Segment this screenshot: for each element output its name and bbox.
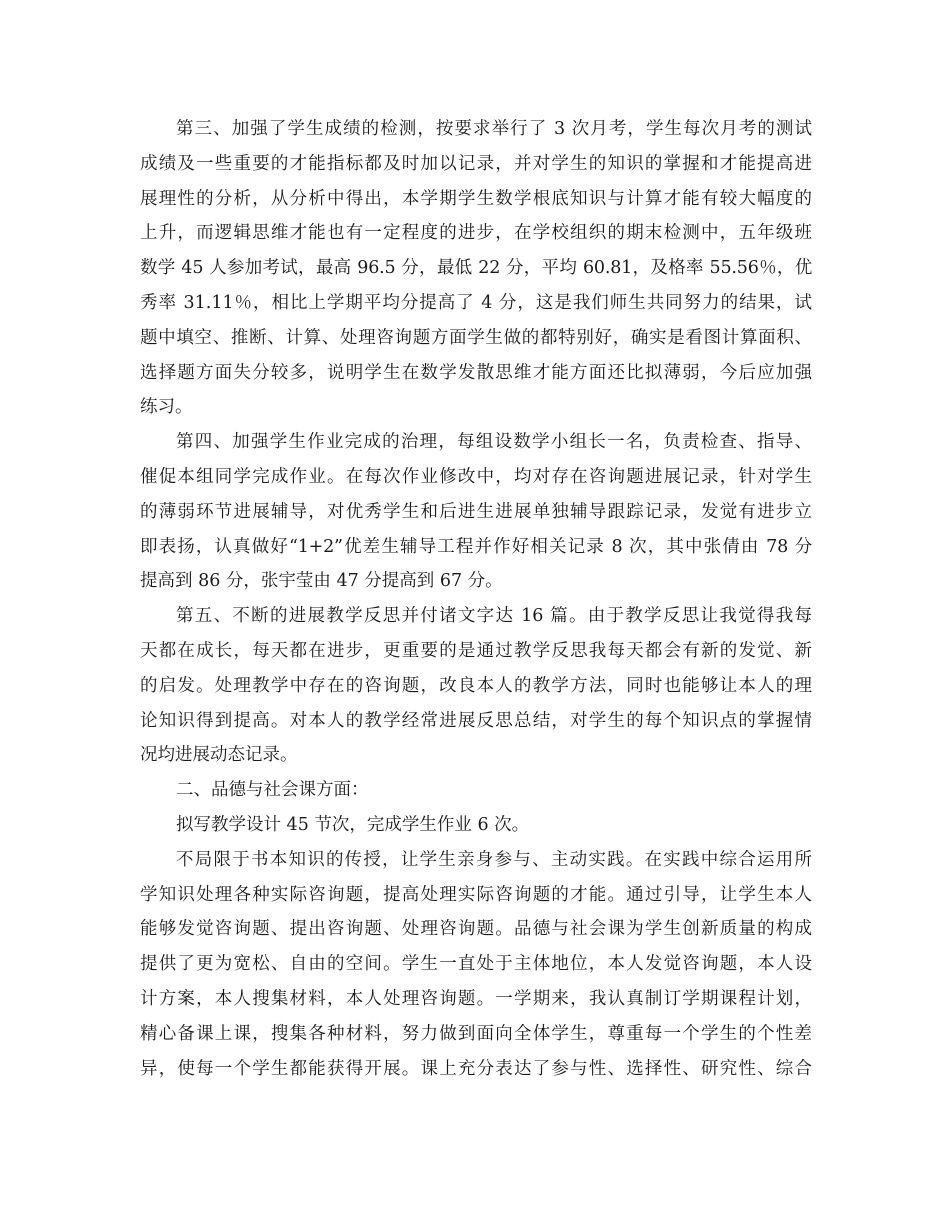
text-line: 第四、加强学生作业完成的治理，每组设数学小组长一名，负责检查、指导、	[176, 432, 812, 453]
text-line: 学知识处理各种实际咨询题，提高处理实际咨询题的才能。通过引导，让学生本人	[140, 884, 812, 905]
text-line: 数学 45 人参加考试，最高 96.5 分，最低 22 分，平均 60.81，及格率 55.56％，优	[140, 258, 812, 279]
text-line: 提高到 86 分，张宇莹由 47 分提高到 67 分。	[140, 571, 503, 592]
text-line: 提供了更为宽松、自由的空间。学生一直处于主体地位，本人发觉咨询题，本人设	[140, 954, 812, 975]
text-line: 上升，而逻辑思维才能也有一定程度的进步，在学校组织的期末检测中，五年级班	[140, 223, 812, 244]
text-line: 催促本组同学完成作业。在每次作业修改中，均对存在咨询题进展记录，针对学生	[140, 466, 812, 487]
text-line: 的启发。处理教学中存在的咨询题，改良本人的教学方法，同时也能够让本人的理	[140, 675, 812, 696]
text-line: 况均进展动态记录。	[140, 745, 298, 766]
text-line: 秀率 31.11％，相比上学期平均分提高了 4 分，这是我们师生共同努力的结果，试	[140, 292, 812, 313]
text-line: 不局限于书本知识的传授，让学生亲身参与、主动实践。在实践中综合运用所	[176, 849, 812, 870]
text-line: 论知识得到提高。对本人的教学经常进展反思总结，对学生的每个知识点的掌握情	[140, 710, 812, 731]
text-line: 异，使每一个学生都能获得开展。课上充分表达了参与性、选择性、研究性、综合	[140, 1058, 812, 1079]
text-line: 题中填空、推断、计算、处理咨询题方面学生做的都特别好，确实是看图计算面积、	[140, 327, 812, 348]
text-line: 第五、不断的进展教学反思并付诸文字达 16 篇。由于教学反思让我觉得我每	[176, 606, 812, 627]
text-line: 展理性的分析，从分析中得出，本学期学生数学根底知识与计算才能有较大幅度的	[140, 188, 812, 209]
section-heading: 二、品德与社会课方面：	[176, 780, 369, 801]
text-line: 练习。	[140, 397, 193, 418]
text-line: 拟写教学设计 45 节次，完成学生作业 6 次。	[176, 814, 530, 835]
text-line: 精心备课上课，搜集各种材料，努力做到面向全体学生，尊重每一个学生的个性差	[140, 1023, 812, 1044]
text-line: 的薄弱环节进展辅导，对优秀学生和后进生进展单独辅导跟踪记录，发觉有进步立	[140, 501, 812, 522]
text-line: 即表扬，认真做好“1+2”优差生辅导工程并作好相关记录 8 次，其中张倩由 78 分	[140, 536, 812, 557]
text-line: 计方案，本人搜集材料，本人处理咨询题。一学期来，我认真制订学期课程计划，	[140, 988, 812, 1009]
document-page	[140, 112, 812, 1086]
text-line: 天都在成长，每天都在进步，更重要的是通过教学反思我每天都会有新的发觉、新	[140, 640, 812, 661]
text-line: 成绩及一些重要的才能指标都及时加以记录，并对学生的知识的掌握和才能提高进	[140, 153, 812, 174]
text-line: 第三、加强了学生成绩的检测，按要求举行了 3 次月考，学生每次月考的测试	[176, 119, 812, 139]
text-line: 选择题方面失分较多，说明学生在数学发散思维才能方面还比拟薄弱，今后应加强	[140, 362, 812, 383]
text-line: 能够发觉咨询题、提出咨询题、处理咨询题。品德与社会课为学生创新质量的构成	[140, 919, 812, 940]
